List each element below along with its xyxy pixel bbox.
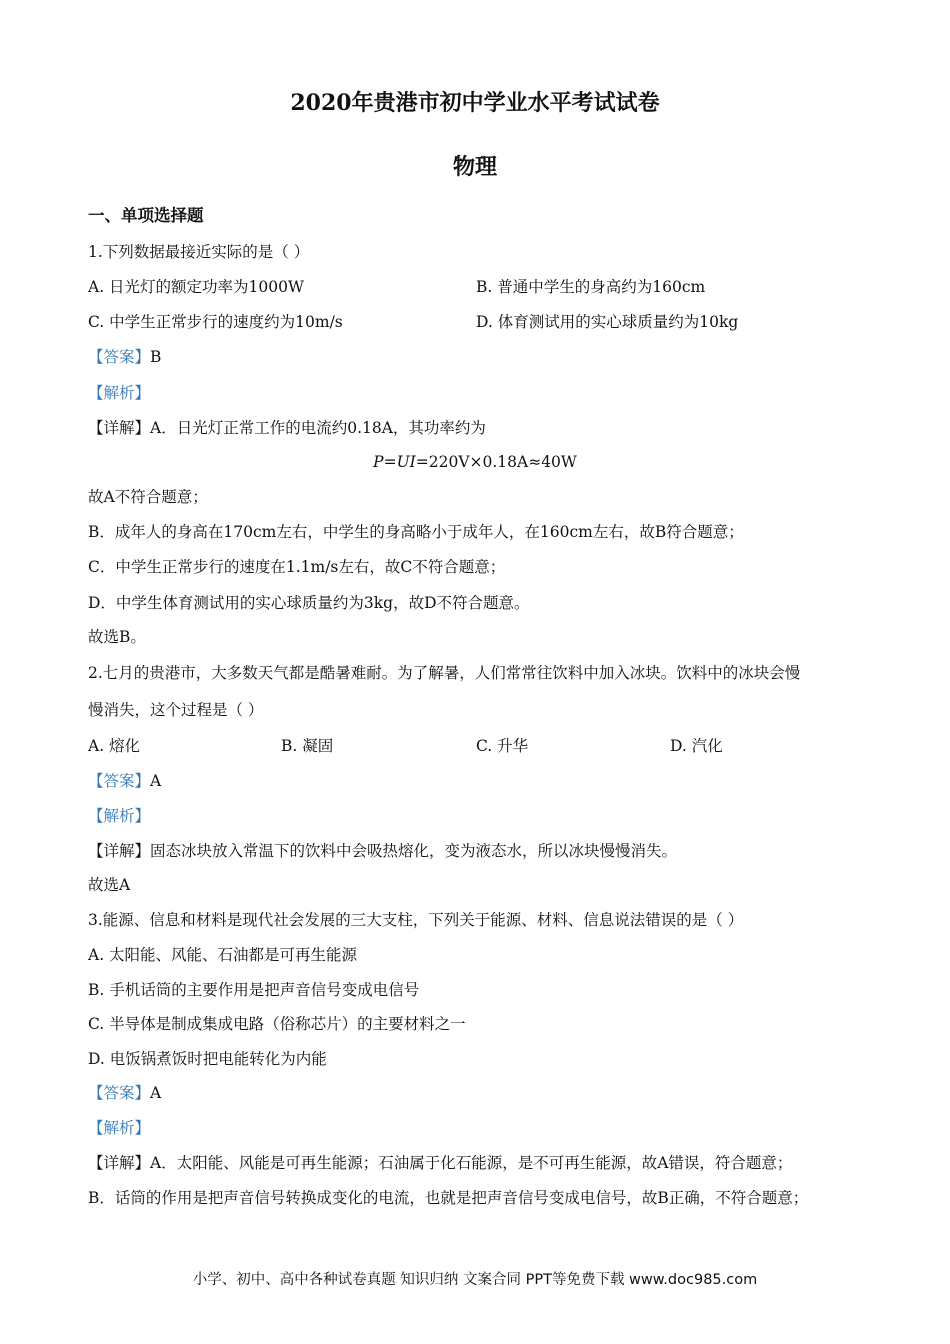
q1-answer-line [88, 346, 161, 368]
formula-ui: UI [396, 453, 416, 471]
detail-tag: 【详解】 [88, 1154, 151, 1172]
answer-value: A [150, 772, 162, 790]
q1-line-b: B．成年人的身高在170cm左右，中学生的身高略小于成年人，在160cm左右，故B符合题意； [88, 523, 744, 541]
q2-detail-line [88, 840, 677, 862]
page-footer: 小学、初中、高中各种试卷真题 知识归纳 文案合同 PPT等免费下载 www.doc985.com [192, 1272, 758, 1288]
q1-line-c: C．中学生正常步行的速度在1.1m/s左右，故C不符合题意； [88, 558, 506, 576]
detail-text: A．日光灯正常工作的电流约0.18A，其功率约为 [150, 419, 486, 437]
q2-stem-1: 2.七月的贵港市，大多数天气都是酷暑难耐。为了解暑，人们常常往饮料中加入冰块。饮料中的冰块会慢 [88, 664, 801, 682]
q1-formula [0, 451, 950, 473]
q1-option-c: C. 中学生正常步行的速度约为10m/s [88, 313, 343, 331]
q2-answer-line [88, 770, 161, 792]
q3-detail-line [88, 1152, 792, 1174]
q2-stem-2: 慢消失，这个过程是（ ） [88, 701, 264, 719]
q1-line-d: D．中学生体育测试用的实心球质量约为3kg，故D不符合题意。 [88, 594, 530, 612]
exam-title: 2020年贵港市初中学业水平考试试卷 [290, 90, 660, 116]
q1-choice: 故选B。 [88, 628, 146, 646]
q3-option-b: B. 手机话筒的主要作用是把声音信号变成电信号 [88, 981, 420, 999]
q2-option-d: D. 汽化 [670, 737, 723, 755]
q3-option-d: D. 电饭锅煮饭时把电能转化为内能 [88, 1050, 327, 1068]
q3-option-c: C. 半导体是制成集成电路（俗称芯片）的主要材料之一 [88, 1015, 466, 1033]
q3-detail-b: B．话筒的作用是把声音信号转换成变化的电流，也就是把声音信号变成电信号，故B正确，不符合题意； [88, 1189, 809, 1207]
q2-option-a: A. 熔化 [88, 737, 141, 755]
q1-option-b: B. 普通中学生的身高约为160cm [476, 278, 706, 296]
subject-title: 物理 [452, 154, 497, 180]
q2-option-b: B. 凝固 [281, 737, 334, 755]
q1-line-a: 故A不符合题意； [88, 488, 208, 506]
detail-tag: 【详解】 [88, 842, 151, 860]
q3-stem: 3.能源、信息和材料是现代社会发展的三大支柱，下列关于能源、材料、信息说法错误的是（ ） [88, 911, 744, 929]
q3-analysis-tag: 【解析】 [88, 1119, 151, 1137]
q1-option-d: D. 体育测试用的实心球质量约为10kg [476, 313, 739, 331]
formula-rest: =220V×0.18A≈40W [415, 453, 577, 471]
q1-option-a: A. 日光灯的额定功率为1000W [88, 278, 304, 296]
detail-tag: 【详解】 [88, 419, 151, 437]
detail-text: A．太阳能、风能是可再生能源；石油属于化石能源，是不可再生能源，故A错误，符合题意； [150, 1154, 793, 1172]
q3-answer-line [88, 1082, 161, 1104]
answer-value: A [150, 1084, 162, 1102]
q2-option-c: C. 升华 [476, 737, 529, 755]
answer-tag: 【答案】 [88, 1084, 151, 1102]
q2-choice: 故选A [88, 876, 131, 894]
detail-text: 固态冰块放入常温下的饮料中会吸热熔化，变为液态水，所以冰块慢慢消失。 [150, 842, 678, 860]
formula-eq: = [383, 453, 397, 471]
q2-analysis-tag: 【解析】 [88, 807, 151, 825]
answer-tag: 【答案】 [88, 348, 151, 366]
answer-tag: 【答案】 [88, 772, 151, 790]
answer-value: B [150, 348, 162, 366]
q1-analysis-tag: 【解析】 [88, 384, 151, 402]
section-heading: 一、单项选择题 [88, 206, 204, 225]
q1-stem: 1.下列数据最接近实际的是（ ） [88, 243, 310, 261]
q3-option-a: A. 太阳能、风能、石油都是可再生能源 [88, 946, 358, 964]
q1-detail-line [88, 417, 486, 439]
formula-p: P [373, 453, 384, 471]
